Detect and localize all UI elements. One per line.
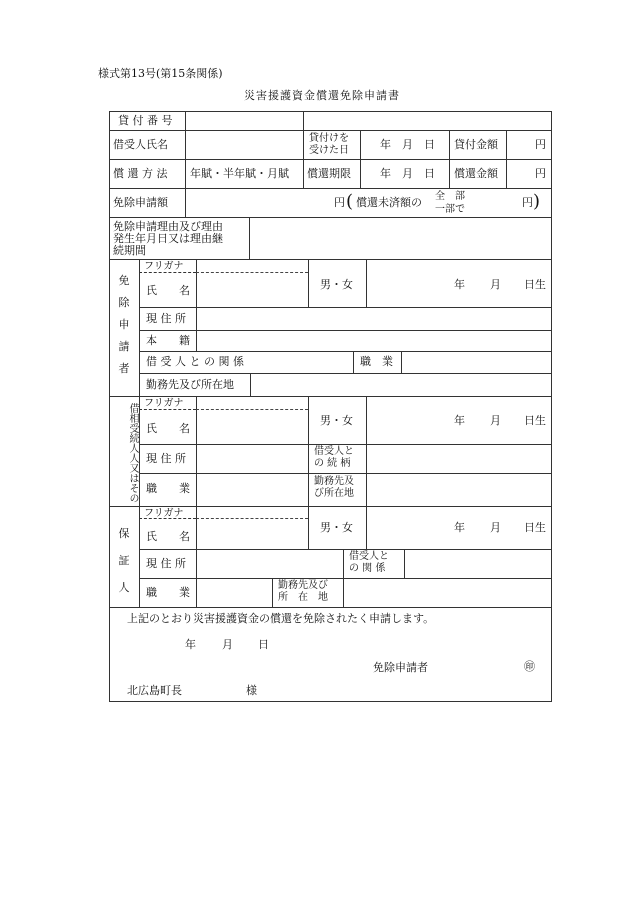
guarantor-sex-option[interactable]: 男・女 (320, 521, 353, 534)
applicant-furigana-label: フリガナ (144, 261, 184, 272)
guarantor-furigana-label: フリガナ (144, 508, 184, 519)
applicant-birth-day: 日生 (524, 278, 546, 291)
reason-label-3: 続期間 (113, 244, 146, 257)
reason-field[interactable] (250, 218, 551, 258)
application-date-month: 月 (222, 638, 233, 651)
form-number: 様式第13号(第15条関係) (98, 67, 223, 80)
heir-sex-option[interactable]: 男・女 (320, 414, 353, 427)
paren-open: ( (346, 191, 354, 212)
heir-workplace-label-1: 勤務先及 (314, 476, 354, 487)
received-date-label-2: 受けた日 (309, 145, 349, 156)
heir-birth-day: 日生 (524, 414, 546, 427)
applicant-domicile-field[interactable] (197, 331, 551, 350)
heir-relation-field[interactable] (367, 445, 551, 472)
applicant-signature-field[interactable] (415, 658, 515, 676)
heir-address-field[interactable] (197, 445, 307, 472)
heir-relation-label-2: の 続 柄 (314, 458, 351, 469)
repayment-method-options[interactable]: 年賦・半年賦・月賦 (190, 167, 289, 180)
application-date-year: 年 (185, 638, 196, 651)
applicant-name-label: 氏 名 (146, 284, 190, 297)
heir-address-label: 現 住 所 (146, 452, 186, 465)
repaid-amount-label: 償還金額 (454, 167, 498, 180)
heir-furigana-label: フリガナ (144, 398, 184, 409)
heir-name-field[interactable] (197, 410, 307, 443)
loan-number-field[interactable] (186, 112, 302, 129)
heir-workplace-field[interactable] (367, 474, 551, 505)
applicant-occupation-label: 職 業 (360, 355, 393, 368)
loan-amount-label: 貸付金額 (454, 138, 498, 151)
heir-occupation-label: 職 業 (146, 482, 190, 495)
reason-label-1: 免除申請理由及び理由 (113, 220, 223, 233)
repayment-period-label: 償還期限 (307, 167, 351, 180)
application-date-day: 日 (258, 638, 269, 651)
applicant-signature-label: 免除申請者 (373, 661, 428, 674)
heir-birth-month: 月 (490, 414, 501, 427)
heir-occupation-field[interactable] (197, 474, 307, 505)
guarantor-relation-label-2: の 関 係 (349, 563, 386, 574)
unpaid-prefix: 償還未済額の (356, 196, 422, 209)
guarantor-name-label: 氏 名 (146, 530, 190, 543)
page-title: 災害援護資金償還免除申請書 (244, 89, 400, 102)
reason-label-2: 発生年月日又は理由継 (113, 232, 223, 245)
heir-name-label: 氏 名 (146, 422, 190, 435)
heir-workplace-label-2: び所在地 (314, 488, 354, 499)
received-date-label-1: 貸付けを (309, 133, 349, 144)
applicant-domicile-label: 本 籍 (146, 334, 190, 347)
applicant-workplace-field[interactable] (251, 374, 551, 395)
guarantor-name-field[interactable] (197, 519, 307, 548)
seal-icon: ㊞ (524, 660, 535, 673)
guarantor-workplace-field[interactable] (344, 579, 551, 606)
exemption-amount-label: 免除申請額 (113, 196, 168, 209)
applicant-birth-month: 月 (490, 278, 501, 291)
guarantor-birth-year: 年 (454, 521, 465, 534)
unpaid-yen: 円 (522, 196, 533, 209)
guarantor-birth-day: 日生 (524, 521, 546, 534)
applicant-workplace-label: 勤務先及び所在地 (146, 378, 234, 391)
guarantor-occupation-field[interactable] (197, 579, 271, 606)
all-option[interactable]: 全 部 (435, 191, 465, 202)
repaid-amount-yen: 円 (535, 167, 546, 180)
applicant-address-field[interactable] (197, 308, 551, 328)
loan-number-label: 貸 付 番 号 (118, 114, 173, 127)
addressee-honorific: 様 (246, 684, 257, 697)
guarantor-address-field[interactable] (197, 550, 342, 577)
heir-birth-year: 年 (454, 414, 465, 427)
applicant-relation-label: 借 受 人 と の 関 係 (146, 355, 244, 368)
part-option[interactable]: 一部で (435, 204, 465, 215)
repayment-period-field[interactable]: 年 月 日 (380, 167, 435, 180)
guarantor-occupation-label: 職 業 (146, 586, 190, 599)
guarantor-birth-month: 月 (490, 521, 501, 534)
borrower-name-field[interactable] (186, 131, 302, 158)
borrower-name-label: 借受人氏名 (113, 138, 168, 151)
applicant-section-label: 免除申請者 (118, 274, 130, 375)
applicant-address-label: 現 住 所 (146, 312, 186, 325)
addressee-label: 北広島町長 (127, 684, 182, 697)
loan-amount-yen: 円 (535, 138, 546, 151)
applicant-birth-year: 年 (454, 278, 465, 291)
application-statement: 上記のとおり災害援護資金の償還を免除されたく申請します。 (127, 612, 435, 625)
exemption-amount-yen: 円 (334, 196, 345, 209)
guarantor-address-label: 現 住 所 (146, 557, 186, 570)
heir-relation-label-1: 借受人と (314, 446, 354, 457)
guarantor-workplace-label-1: 勤務先及び (278, 580, 328, 591)
guarantor-relation-field[interactable] (405, 550, 551, 577)
received-date-field[interactable]: 年 月 日 (380, 138, 435, 151)
applicant-sex-option[interactable]: 男・女 (320, 278, 353, 291)
applicant-name-field[interactable] (197, 273, 307, 306)
heir-section-label: 借相受続人人又はその (127, 403, 138, 503)
repayment-method-label: 償 還 方 法 (113, 167, 168, 180)
paren-close: ) (533, 191, 541, 212)
guarantor-workplace-label-2: 所 在 地 (278, 592, 328, 603)
guarantor-relation-label-1: 借受人と (349, 551, 389, 562)
guarantor-section-label: 保証人 (118, 527, 130, 594)
